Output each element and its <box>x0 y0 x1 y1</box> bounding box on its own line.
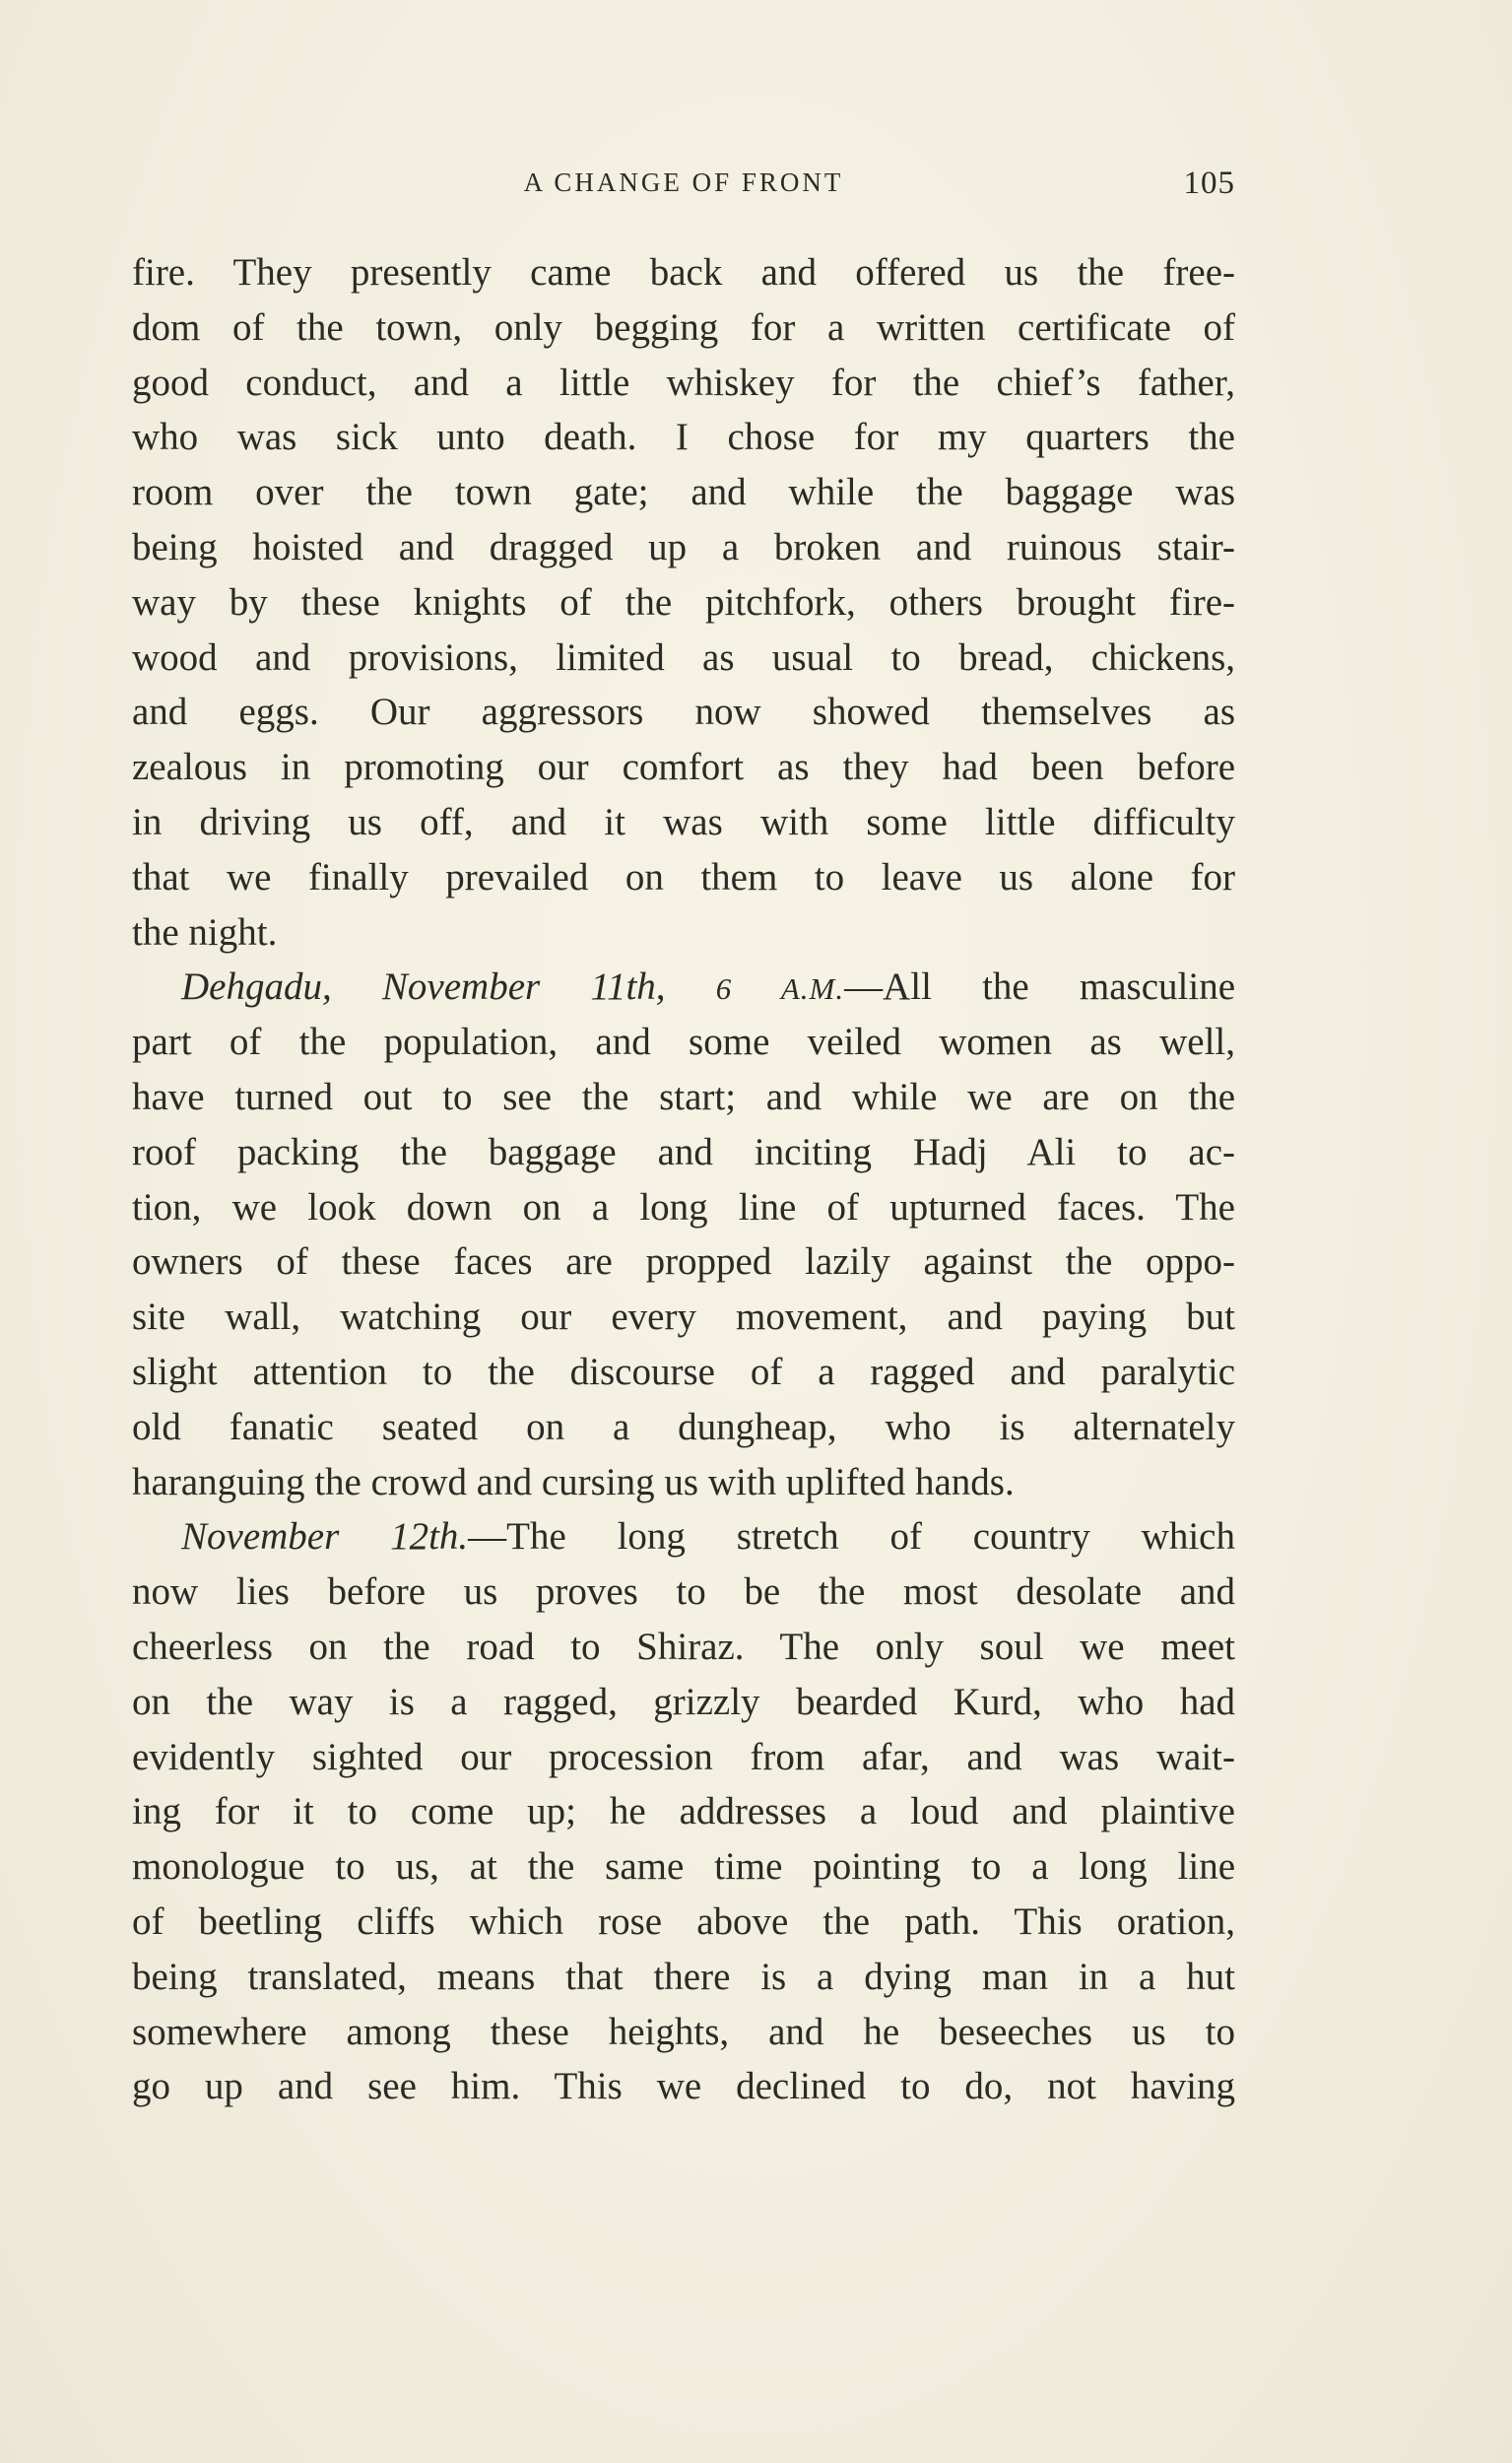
text-line: old fanatic seated on a dungheap, who is alternately <box>132 1405 1235 1448</box>
entry-heading-line <box>132 960 1235 1015</box>
text-line: who was sick unto death. I chose for my quarters the <box>132 416 1235 459</box>
text-line: evidently sighted our procession from afar, and was wait- <box>132 1735 1235 1778</box>
text-line: room over the town gate; and while the baggage was <box>132 471 1235 514</box>
text-line: on the way is a ragged, grizzly bearded Kurd, who had <box>132 1680 1235 1723</box>
entry-place: Dehgadu, <box>181 965 332 1009</box>
text-line: ing for it to come up; he addresses a loud and plaintive <box>132 1790 1235 1833</box>
text-line: site wall, watching our every movement, and paying but <box>132 1296 1235 1339</box>
entry-time: 6 A.M. <box>715 971 845 1007</box>
text-line: tion, we look down on a long line of upturned faces. The <box>132 1185 1235 1229</box>
text-line: that we finally prevailed on them to leave us alone for <box>132 855 1235 899</box>
body-text <box>132 245 1235 2114</box>
text-line: way by these knights of the pitchfork, others brought fire- <box>132 580 1235 624</box>
text-line: cheerless on the road to Shiraz. The only soul we meet <box>132 1625 1235 1668</box>
text-line: have turned out to see the start; and while we are on the <box>132 1075 1235 1118</box>
text-line: somewhere among these heights, and he beseeches us to <box>132 2010 1235 2053</box>
text-line: and eggs. Our aggressors now showed themselves as <box>132 691 1235 734</box>
text-line: owners of these faces are propped lazily against the oppo- <box>132 1240 1235 1284</box>
entry-date: November 12th. <box>181 1515 469 1559</box>
text-line: in driving us off, and it was with some little difficulty <box>132 800 1235 843</box>
text-line: being hoisted and dragged up a broken and ruinous stair- <box>132 525 1235 568</box>
text-line: the night. <box>132 910 278 954</box>
running-head <box>132 166 1235 205</box>
text-line: dom of the town, only begging for a written certificate of <box>132 305 1235 349</box>
page-number: 105 <box>1183 166 1235 201</box>
entry-opening: —All the masculine <box>844 965 1236 1009</box>
text-line: slight attention to the discourse of a ragged and paralytic <box>132 1350 1235 1393</box>
text-line: being translated, means that there is a dying man in a hut <box>132 1955 1235 1998</box>
text-line: haranguing the crowd and cursing us with uplifted hands. <box>132 1460 1015 1503</box>
entry-date: November 11th, <box>381 965 666 1009</box>
text-line: now lies before us proves to be the most desolate and <box>132 1570 1235 1614</box>
text-line: go up and see him. This we declined to do, not having <box>132 2065 1235 2108</box>
entry-opening: —The long stretch of country which <box>468 1515 1235 1559</box>
entry-heading-line <box>132 1509 1235 1564</box>
text-line: part of the population, and some veiled women as well, <box>132 1021 1235 1064</box>
text-line: monologue to us, at the same time pointing to a long line <box>132 1845 1235 1889</box>
text-line: good conduct, and a little whiskey for the chief’s father, <box>132 361 1235 404</box>
text-line: fire. They presently came back and offered us the free- <box>132 251 1235 294</box>
text-line: zealous in promoting our comfort as they had been before <box>132 746 1235 789</box>
text-line: roof packing the baggage and inciting Hadj Ali to ac- <box>132 1130 1235 1173</box>
text-line: wood and provisions, limited as usual to bread, chickens, <box>132 635 1235 679</box>
running-title: A CHANGE OF FRONT <box>523 167 844 197</box>
text-line: of beetling cliffs which rose above the path. This oration, <box>132 1899 1235 1943</box>
